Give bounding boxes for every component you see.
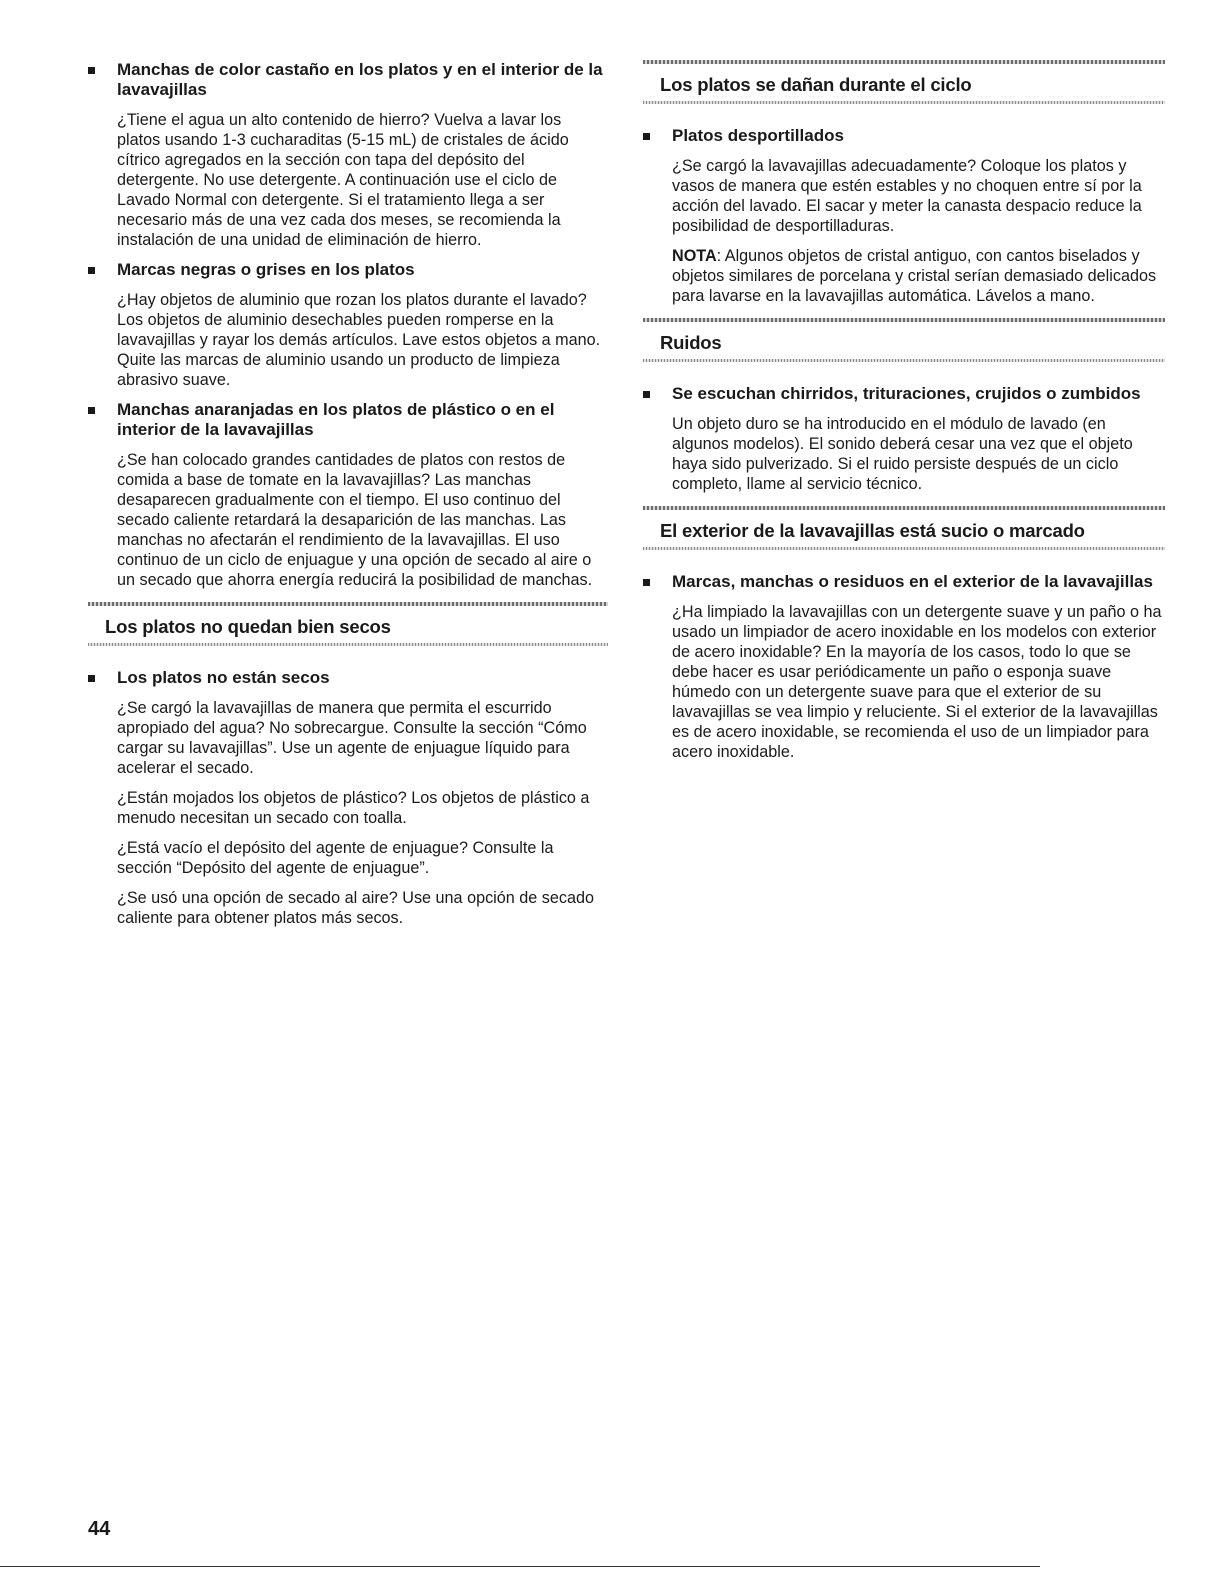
section-title: Los platos no quedan bien secos	[105, 616, 391, 637]
item-paragraph: ¿Se usó una opción de secado al aire? Use una opción de secado caliente para obtener platos más secos.	[117, 889, 594, 927]
item-title: Platos desportillados	[672, 126, 844, 145]
bullet-square-icon	[88, 67, 95, 74]
section-header	[643, 506, 1165, 550]
troubleshoot-item	[643, 384, 1165, 494]
troubleshoot-item	[88, 400, 608, 590]
right-column	[643, 60, 1165, 772]
page-number: 44	[88, 1518, 111, 1540]
bullet-square-icon	[643, 133, 650, 140]
troubleshoot-item	[88, 260, 608, 390]
item-paragraph: ¿Ha limpiado la lavavajillas con un detergente suave y un paño o ha usado un limpiador de acero inoxidable en los modelos con exterior de acero inoxidable? En la mayoría de los casos, todo lo que se debe hacer es usar periódicamente un paño o esponja suave húmedo con un detergente suave para que el exterior de su lavavajillas se vea limpio y reluciente. Si el exterior de la lavavajillas es de acero inoxidable, se recomienda el uso de un limpiador para acero inoxidable.	[672, 603, 1162, 761]
section-header	[643, 318, 1165, 362]
note-text: : Algunos objetos de cristal antiguo, con cantos biselados y objetos similares de porcelana y cristal serían demasiado delicados para lavarse en la lavavajillas automática. Lávelos a mano.	[672, 247, 1157, 305]
section-rule-bottom	[643, 101, 1165, 104]
bullet-square-icon	[643, 391, 650, 398]
item-title: Manchas anaranjadas en los platos de plástico o en el interior de la lavavajillas	[117, 400, 555, 439]
section-rule-bottom	[643, 359, 1165, 362]
item-title: Los platos no están secos	[117, 668, 330, 687]
item-title: Marcas negras o grises en los platos	[117, 260, 415, 279]
bullet-square-icon	[88, 267, 95, 274]
section-title: Ruidos	[660, 332, 722, 353]
section-rule-bottom	[643, 547, 1165, 550]
section-rule-top	[643, 60, 1165, 64]
section-rule-top	[643, 318, 1165, 322]
note-paragraph	[672, 246, 1165, 306]
bullet-square-icon	[88, 407, 95, 414]
troubleshoot-item	[643, 572, 1165, 762]
item-paragraph: ¿Está vacío el depósito del agente de enjuague? Consulte la sección “Depósito del agente de enjuague”.	[117, 839, 554, 877]
left-column	[88, 60, 608, 938]
item-paragraph: ¿Tiene el agua un alto contenido de hierro? Vuelva a lavar los platos usando 1-3 cucharaditas (5-15 mL) de cristales de ácido cítrico agregados en la sección con tapa del depósito del detergente. No use detergente. A continuación use el ciclo de Lavado Normal con detergente. Si el tratamiento llega a ser necesario más de una vez cada dos meses, se recomienda la instalación de una unidad de eliminación de hierro.	[117, 111, 569, 249]
section-rule-top	[643, 506, 1165, 510]
section-title: Los platos se dañan durante el ciclo	[660, 74, 972, 95]
section-rule-bottom	[88, 643, 608, 646]
item-paragraph: ¿Se cargó la lavavajillas adecuadamente? Coloque los platos y vasos de manera que estén estables y no choquen entre sí por la acción del lavado. El sacar y meter la canasta despacio reduce la posibilidad de desportilladuras.	[672, 157, 1142, 235]
section-header	[88, 602, 608, 646]
bullet-square-icon	[643, 579, 650, 586]
item-paragraph: ¿Se han colocado grandes cantidades de platos con restos de comida a base de tomate en la lavavajillas? Las manchas desaparecen gradualmente con el tiempo. El uso continuo del secado caliente retardará la desaparición de las manchas. Las manchas no afectarán el rendimiento de la lavavajillas. El uso continuo de un ciclo de enjuague y una opción de secado al aire o un secado que ahorra energía reducirá la posibilidad de manchas.	[117, 451, 593, 589]
item-title: Marcas, manchas o residuos en el exterior de la lavavajillas	[672, 572, 1153, 591]
item-paragraph: ¿Se cargó la lavavajillas de manera que permita el escurrido apropiado del agua? No sobrecargue. Consulte la sección “Cómo cargar su lavavajillas”. Use un agente de enjuague líquido para acelerar el secado.	[117, 699, 587, 777]
bullet-square-icon	[88, 675, 95, 682]
section-rule-top	[88, 602, 608, 606]
troubleshoot-item	[88, 60, 608, 250]
item-paragraph: Un objeto duro se ha introducido en el módulo de lavado (en algunos modelos). El sonido deberá cesar una vez que el objeto haya sido pulverizado. Si el ruido persiste después de un ciclo completo, llame al servicio técnico.	[672, 415, 1133, 493]
section-title: El exterior de la lavavajillas está sucio o marcado	[660, 520, 1085, 541]
note-label: NOTA	[672, 247, 717, 265]
item-title: Manchas de color castaño en los platos y en el interior de la lavavajillas	[117, 60, 603, 99]
item-title: Se escuchan chirridos, trituraciones, crujidos o zumbidos	[672, 384, 1141, 403]
troubleshoot-item	[643, 126, 1165, 306]
footer-rule	[0, 1566, 1040, 1567]
section-header	[643, 60, 1165, 104]
item-paragraph: ¿Hay objetos de aluminio que rozan los platos durante el lavado? Los objetos de aluminio desechables pueden romperse en la lavavajillas y rayar los demás artículos. Lave estos objetos a mano. Quite las marcas de aluminio usando un producto de limpieza abrasivo suave.	[117, 291, 601, 389]
troubleshoot-item	[88, 668, 608, 928]
item-paragraph: ¿Están mojados los objetos de plástico? Los objetos de plástico a menudo necesitan un secado con toalla.	[117, 789, 590, 827]
